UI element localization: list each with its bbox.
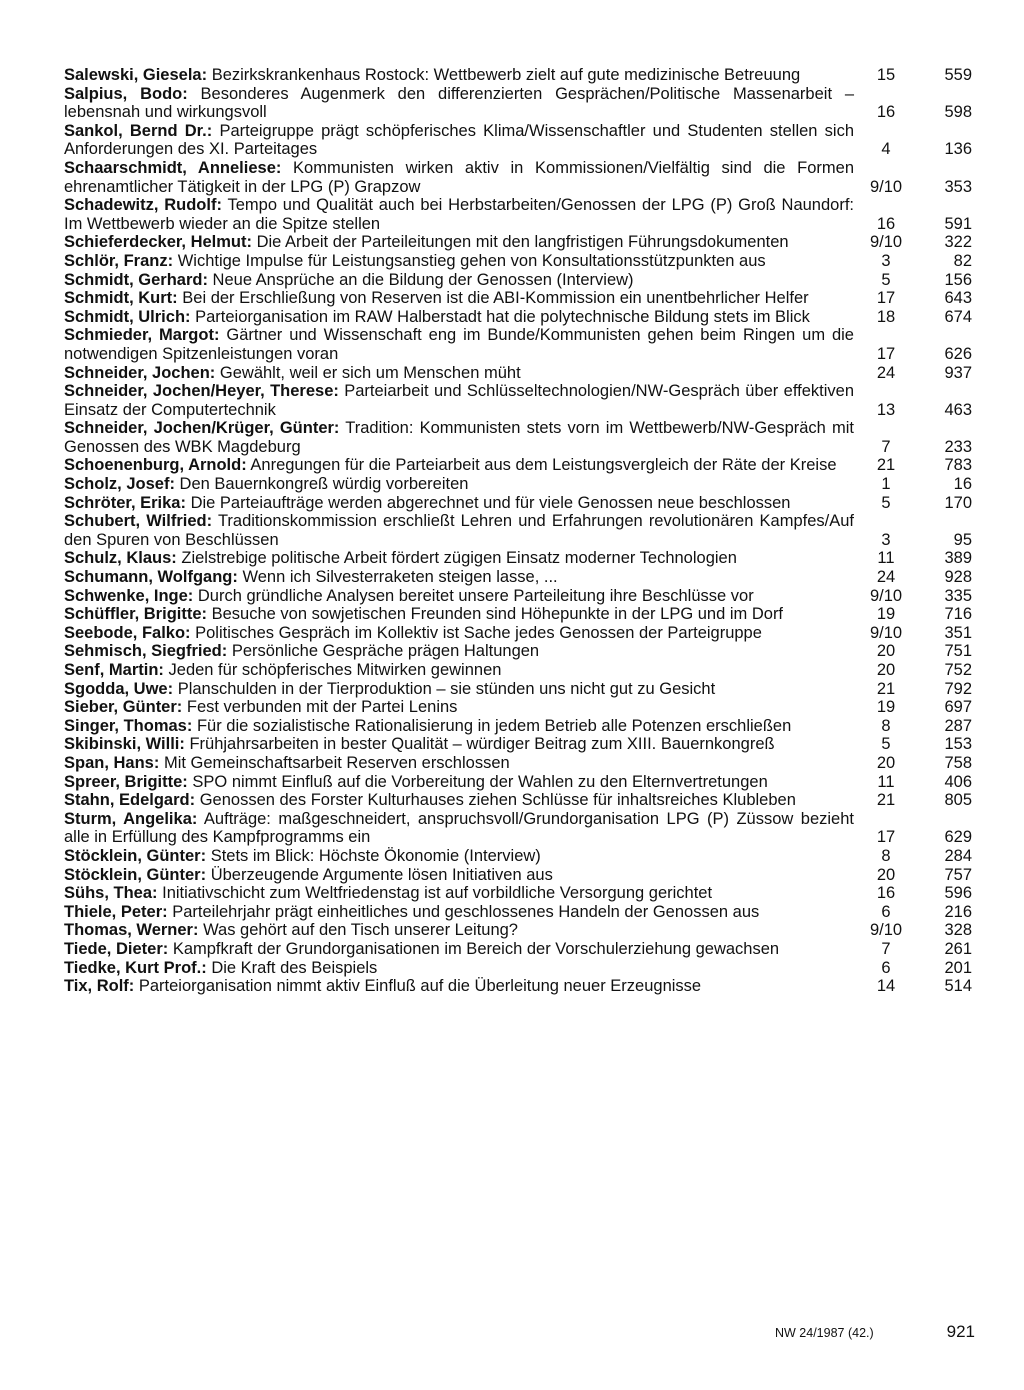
entry-author: Tiedke, Kurt Prof.:	[64, 958, 207, 977]
index-entry	[64, 680, 974, 699]
entry-author: Stahn, Edelgard:	[64, 791, 196, 810]
entry-issue-number: 18	[876, 307, 896, 326]
entry-page-number: 674	[944, 307, 972, 326]
entry-issue-number: 5	[881, 270, 891, 289]
entry-author: Schwenke, Inge:	[64, 586, 194, 605]
entry-issue-number: 5	[881, 493, 891, 512]
index-entry	[64, 66, 974, 85]
entry-author: Span, Hans:	[64, 753, 160, 772]
entry-text	[64, 735, 854, 754]
entry-issue-number: 3	[881, 530, 891, 549]
entry-title: Zielstrebige politische Arbeit fördert zügigen Einsatz moderner Technologien	[181, 549, 737, 568]
entry-page-number: 643	[944, 289, 972, 308]
entry-issue-number: 7	[881, 437, 891, 456]
entry-title: Planschulden in der Tierproduktion – sie stünden uns nicht gut zu Gesicht	[177, 679, 716, 698]
entry-author: Skibinski, Willi:	[64, 735, 185, 754]
entry-title: Besonderes Augenmerk den differenzierten Gesprächen/Politische Massenarbeit – lebensnah und wirkungsvoll	[64, 84, 855, 122]
index-entry	[64, 494, 974, 513]
index-entry	[64, 568, 974, 587]
entry-title: Besuche von sowjetischen Freunden sind Höhepunkte in der LPG und im Dorf	[211, 605, 784, 624]
index-entry	[64, 233, 974, 252]
entry-page-number: 626	[944, 344, 972, 363]
index-entry	[64, 512, 974, 549]
index-entry	[64, 122, 974, 159]
index-entry	[64, 642, 974, 661]
entry-author: Schadewitz, Rudolf:	[64, 196, 222, 215]
entry-title: Mit Gemeinschaftsarbeit Reserven erschlossen	[163, 753, 510, 772]
entry-author: Schaarschmidt, Anneliese:	[64, 158, 282, 177]
entry-title: Überzeugende Argumente lösen Initiativen aus	[210, 865, 553, 884]
entry-page-number: 716	[944, 605, 972, 624]
entry-page-number: 335	[944, 586, 972, 605]
entry-title: Die Parteiaufträge werden abgerechnet und für viele Genossen neue beschlossen	[190, 493, 791, 512]
index-entry	[64, 791, 974, 810]
entry-issue-number: 19	[876, 698, 896, 717]
entry-page-number: 751	[944, 642, 972, 661]
entry-page-number: 629	[944, 828, 972, 847]
entry-author: Stöcklein, Günter:	[64, 865, 207, 884]
index-entry	[64, 977, 974, 996]
entry-author: Schmieder, Margot:	[64, 326, 220, 345]
index-entry	[64, 921, 974, 940]
entry-author: Salewski, Giesela:	[64, 66, 208, 84]
entry-author: Singer, Thomas:	[64, 716, 193, 735]
entry-text	[64, 159, 854, 196]
entry-title: Traditionskommission erschließt Lehren und Erfahrungen revolutionären Kampfes/Auf den Spuren von Beschlüssen	[64, 512, 854, 549]
entry-issue-number: 11	[877, 549, 895, 568]
entry-author: Seebode, Falko:	[64, 623, 191, 642]
entry-text	[64, 959, 854, 978]
index-entry	[64, 754, 974, 773]
entry-page-number: 95	[953, 530, 972, 549]
entry-page-number: 928	[944, 568, 972, 587]
entry-author: Thiele, Peter:	[64, 902, 168, 921]
entry-issue-number: 24	[876, 568, 896, 587]
entry-author: Schumann, Wolfgang:	[64, 568, 238, 587]
page-footer	[775, 1322, 975, 1342]
entry-issue-number: 20	[876, 642, 896, 661]
entry-text	[64, 326, 854, 363]
entry-author: Schubert, Wilfried:	[64, 512, 213, 531]
entry-author: Tiede, Dieter:	[64, 939, 169, 958]
entry-author: Schneider, Jochen:	[64, 363, 216, 382]
entry-issue-number: 14	[876, 977, 896, 996]
entry-issue-number: 17	[876, 289, 896, 308]
entry-issue-number: 21	[876, 679, 896, 698]
entry-issue-number: 16	[876, 103, 896, 122]
entry-page-number: 792	[944, 679, 972, 698]
entry-author: Sturm, Angelika:	[64, 809, 198, 828]
entry-page-number: 201	[944, 958, 972, 977]
entry-text	[64, 624, 854, 643]
entry-issue-number: 20	[876, 753, 896, 772]
entry-text	[64, 773, 854, 792]
entry-title: Parteiorganisation nimmt aktiv Einfluß auf die Überleitung neuer Erzeugnisse	[138, 977, 702, 996]
entry-issue-number: 9/10	[869, 921, 903, 940]
entry-author: Schoenenburg, Arnold:	[64, 456, 247, 475]
entry-author: Spreer, Brigitte:	[64, 772, 188, 791]
entry-author: Thomas, Werner:	[64, 921, 199, 940]
entry-text	[64, 475, 854, 494]
entry-issue-number: 8	[881, 716, 891, 735]
entry-page-number: 389	[944, 549, 972, 568]
entry-text	[64, 122, 854, 159]
index-entry	[64, 661, 974, 680]
entry-author: Senf, Martin:	[64, 661, 164, 679]
entry-text	[64, 605, 854, 624]
entry-issue-number: 5	[881, 735, 891, 754]
entry-text	[64, 66, 854, 85]
entry-page-number: 463	[944, 400, 972, 419]
index-entry	[64, 605, 974, 624]
entry-issue-number: 20	[876, 661, 896, 679]
entry-issue-number: 11	[877, 772, 895, 791]
entry-title: Parteiorganisation im RAW Halberstadt hat die polytechnische Bildung stets im Blick	[195, 307, 810, 326]
entry-author: Stöcklein, Günter:	[64, 846, 207, 865]
entry-author: Schmidt, Gerhard:	[64, 270, 208, 289]
entry-issue-number: 6	[881, 902, 891, 921]
footer-journal-issue: NW 24/1987 (42.)	[775, 1326, 874, 1340]
entry-issue-number: 17	[876, 828, 896, 847]
index-entry	[64, 717, 974, 736]
entry-page-number: 153	[944, 735, 972, 754]
index-entry	[64, 271, 974, 290]
entry-author: Sühs, Thea:	[64, 884, 158, 903]
entry-text	[64, 940, 854, 959]
entry-author: Schneider, Jochen/Heyer, Therese:	[64, 382, 339, 401]
entry-page-number: 406	[944, 772, 972, 791]
index-entry	[64, 159, 974, 196]
entry-title: Initiativschicht zum Weltfriedenstag ist auf vorbildliche Versorgung gerichtet	[162, 884, 713, 903]
index-entries	[64, 66, 974, 996]
index-entry	[64, 735, 974, 754]
entry-issue-number: 1	[881, 475, 891, 494]
entry-title: Bei der Erschließung von Reserven ist die ABI-Kommission ein unentbehrlicher Helfer	[182, 289, 809, 308]
footer-page-number: 921	[946, 1322, 975, 1341]
entry-text	[64, 494, 854, 513]
entry-author: Schieferdecker, Helmut:	[64, 233, 252, 252]
entry-author: Schneider, Jochen/Krüger, Günter:	[64, 419, 340, 438]
entry-text	[64, 382, 854, 419]
index-entry	[64, 624, 974, 643]
entry-title: Genossen des Forster Kulturhauses ziehen Schlüsse für inhaltsreiches Klubleben	[199, 791, 796, 810]
entry-title: Bezirkskrankenhaus Rostock: Wettbewerb zielt auf gute medizinische Betreuung	[211, 66, 801, 84]
entry-author: Salpius, Bodo:	[64, 84, 188, 103]
index-entry	[64, 698, 974, 717]
entry-title: Aufträge: maßgeschneidert, anspruchsvoll/Grundorganisation LPG (P) Züssow bezieht alle in Erfüllung des Kampfprogramms ein	[64, 809, 854, 847]
entry-page-number: 284	[944, 846, 972, 865]
entry-author: Schmidt, Kurt:	[64, 289, 178, 308]
entry-page-number: 752	[944, 661, 972, 679]
entry-title: Persönliche Gespräche prägen Haltungen	[231, 642, 540, 661]
entry-author: Schüffler, Brigitte:	[64, 605, 208, 624]
entry-text	[64, 754, 854, 773]
entry-title: Politisches Gespräch im Kollektiv ist Sache jedes Genossen der Parteigruppe	[195, 623, 762, 642]
entry-issue-number: 6	[881, 958, 891, 977]
index-entry	[64, 85, 974, 122]
entry-page-number: 322	[944, 233, 972, 252]
entry-text	[64, 512, 854, 549]
entry-text	[64, 977, 854, 996]
index-entry	[64, 382, 974, 419]
index-entry	[64, 289, 974, 308]
entry-title: Die Kraft des Beispiels	[211, 958, 378, 977]
entry-issue-number: 20	[876, 865, 896, 884]
entry-text	[64, 587, 854, 606]
entry-page-number: 805	[944, 791, 972, 810]
index-entry	[64, 847, 974, 866]
entry-issue-number: 16	[876, 884, 896, 903]
entry-issue-number: 21	[876, 456, 896, 475]
entry-text	[64, 252, 854, 271]
entry-page-number: 16	[953, 475, 972, 494]
entry-title: Parteigruppe prägt schöpferisches Klima/Wissenschaftler und Studenten stellen sich Anforderungen des XI. Parteitages	[64, 121, 855, 159]
entry-text	[64, 921, 854, 940]
entry-issue-number: 13	[876, 400, 896, 419]
entry-page-number: 697	[944, 698, 972, 717]
entry-text	[64, 196, 854, 233]
entry-page-number: 82	[953, 251, 972, 270]
entry-text	[64, 364, 854, 383]
entry-author: Sgodda, Uwe:	[64, 679, 174, 698]
entry-title: Anregungen für die Parteiarbeit aus dem Leistungsvergleich der Räte der Kreise	[250, 456, 837, 475]
entry-author: Schmidt, Ulrich:	[64, 307, 191, 326]
entry-title: Tradition: Kommunisten stets vorn im Wettbewerb/NW-Gespräch mit Genossen des WBK Magdeburg	[64, 419, 854, 456]
entry-title: Parteilehrjahr prägt einheitliches und geschlossenes Handeln der Genossen aus	[172, 902, 760, 921]
entry-page-number: 353	[944, 177, 972, 196]
entry-page-number: 233	[944, 437, 972, 456]
index-entry	[64, 903, 974, 922]
entry-page-number: 598	[944, 103, 972, 122]
entry-text	[64, 289, 854, 308]
index-entry	[64, 456, 974, 475]
index-entry	[64, 419, 974, 456]
index-entry	[64, 196, 974, 233]
entry-page-number: 783	[944, 456, 972, 475]
entry-issue-number: 9/10	[869, 177, 903, 196]
entry-author: Sieber, Günter:	[64, 698, 183, 717]
entry-title: Gärtner und Wissenschaft eng im Bunde/Kommunisten gehen beim Ringen um die notwendigen Spitzenleistungen voran	[64, 326, 854, 363]
entry-title: Jeden für schöpferisches Mitwirken gewinnen	[168, 661, 502, 679]
entry-author: Tix, Rolf:	[64, 977, 135, 996]
entry-text	[64, 233, 854, 252]
index-entry	[64, 475, 974, 494]
entry-author: Schröter, Erika:	[64, 493, 186, 512]
entry-page-number: 596	[944, 884, 972, 903]
entry-text	[64, 698, 854, 717]
index-entry	[64, 884, 974, 903]
entry-author: Schlör, Franz:	[64, 251, 174, 270]
entry-text	[64, 549, 854, 568]
entry-text	[64, 456, 854, 475]
entry-title: Kampfkraft der Grundorganisationen im Bereich der Vorschulerziehung gewachsen	[172, 939, 780, 958]
entry-page-number: 591	[944, 214, 972, 233]
entry-title: Kommunisten wirken aktiv in Kommissionen/Vielfältig sind die Formen ehrenamtlicher Tätigkeit in der LPG (P) Grapzow	[64, 158, 854, 196]
entry-author: Schulz, Klaus:	[64, 549, 177, 568]
entry-text	[64, 642, 854, 661]
entry-text	[64, 568, 854, 587]
entry-text	[64, 85, 854, 122]
entry-page-number: 559	[944, 66, 972, 84]
entry-text	[64, 810, 854, 847]
entry-title: Gewählt, weil er sich um Menschen müht	[219, 363, 521, 382]
entry-text	[64, 903, 854, 922]
index-entry	[64, 364, 974, 383]
entry-issue-number: 4	[881, 140, 891, 159]
entry-title: Durch gründliche Analysen bereitet unsere Parteileitung ihre Beschlüsse vor	[197, 586, 754, 605]
entry-text	[64, 791, 854, 810]
entry-issue-number: 15	[876, 66, 896, 84]
index-entry	[64, 587, 974, 606]
entry-issue-number: 19	[876, 605, 896, 624]
entry-page-number: 261	[944, 939, 972, 958]
index-entry	[64, 866, 974, 885]
entry-issue-number: 9/10	[869, 586, 903, 605]
entry-title: SPO nimmt Einfluß auf die Vorbereitung der Wahlen zu den Elternvertretungen	[192, 772, 768, 791]
entry-issue-number: 21	[876, 791, 896, 810]
entry-issue-number: 3	[881, 251, 891, 270]
index-entry	[64, 810, 974, 847]
entry-page-number: 287	[944, 716, 972, 735]
entry-issue-number: 9/10	[869, 623, 903, 642]
index-entry	[64, 308, 974, 327]
entry-page-number: 351	[944, 623, 972, 642]
entry-page-number: 216	[944, 902, 972, 921]
entry-page-number: 328	[944, 921, 972, 940]
entry-issue-number: 16	[876, 214, 896, 233]
entry-text	[64, 866, 854, 885]
entry-title: Den Bauernkongreß würdig vorbereiten	[179, 475, 469, 494]
entry-page-number: 136	[944, 140, 972, 159]
entry-page-number: 514	[944, 977, 972, 996]
entry-page-number: 937	[944, 363, 972, 382]
entry-issue-number: 9/10	[869, 233, 903, 252]
index-entry	[64, 773, 974, 792]
entry-text	[64, 884, 854, 903]
entry-author: Sankol, Bernd Dr.:	[64, 121, 213, 140]
entry-text	[64, 680, 854, 699]
entry-text	[64, 419, 854, 456]
entry-text	[64, 661, 854, 680]
entry-title: Wichtige Impulse für Leistungsanstieg gehen von Konsultationsstützpunkten aus	[177, 251, 766, 270]
entry-issue-number: 24	[876, 363, 896, 382]
index-entry	[64, 940, 974, 959]
entry-page-number: 757	[944, 865, 972, 884]
entry-title: Stets im Blick: Höchste Ökonomie (Interview)	[210, 846, 541, 865]
entry-title: Fest verbunden mit der Partei Lenins	[186, 698, 458, 717]
entry-author: Sehmisch, Siegfried:	[64, 642, 228, 661]
entry-title: Neue Ansprüche an die Bildung der Genossen (Interview)	[212, 270, 634, 289]
entry-title: Parteiarbeit und Schlüsseltechnologien/NW-Gespräch über effektiven Einsatz der Computertechnik	[64, 382, 854, 419]
index-entry	[64, 252, 974, 271]
entry-title: Tempo und Qualität auch bei Herbstarbeiten/Genossen der LPG (P) Groß Naundorf: Im Wettbewerb wieder an die Spitze stellen	[64, 196, 855, 233]
entry-text	[64, 847, 854, 866]
entry-title: Was gehört auf den Tisch unserer Leitung?	[203, 921, 518, 940]
entry-issue-number: 7	[881, 939, 891, 958]
index-entry	[64, 326, 974, 363]
entry-issue-number: 8	[881, 846, 891, 865]
entry-author: Scholz, Josef:	[64, 475, 175, 494]
index-entry	[64, 959, 974, 978]
entry-text	[64, 308, 854, 327]
entry-title: Wenn ich Silvesterraketen steigen lasse, ...	[242, 568, 558, 587]
entry-text	[64, 717, 854, 736]
entry-title: Die Arbeit der Parteileitungen mit den langfristigen Führungsdokumenten	[256, 233, 789, 252]
entry-title: Frühjahrsarbeiten in bester Qualität – würdiger Beitrag zum XIII. Bauernkongreß	[189, 735, 775, 754]
entry-page-number: 758	[944, 753, 972, 772]
entry-issue-number: 17	[876, 344, 896, 363]
entry-title: Für die sozialistische Rationalisierung in jedem Betrieb alle Potenzen erschließen	[196, 716, 792, 735]
entry-page-number: 156	[944, 270, 972, 289]
entry-text	[64, 271, 854, 290]
entry-page-number: 170	[944, 493, 972, 512]
index-entry	[64, 549, 974, 568]
